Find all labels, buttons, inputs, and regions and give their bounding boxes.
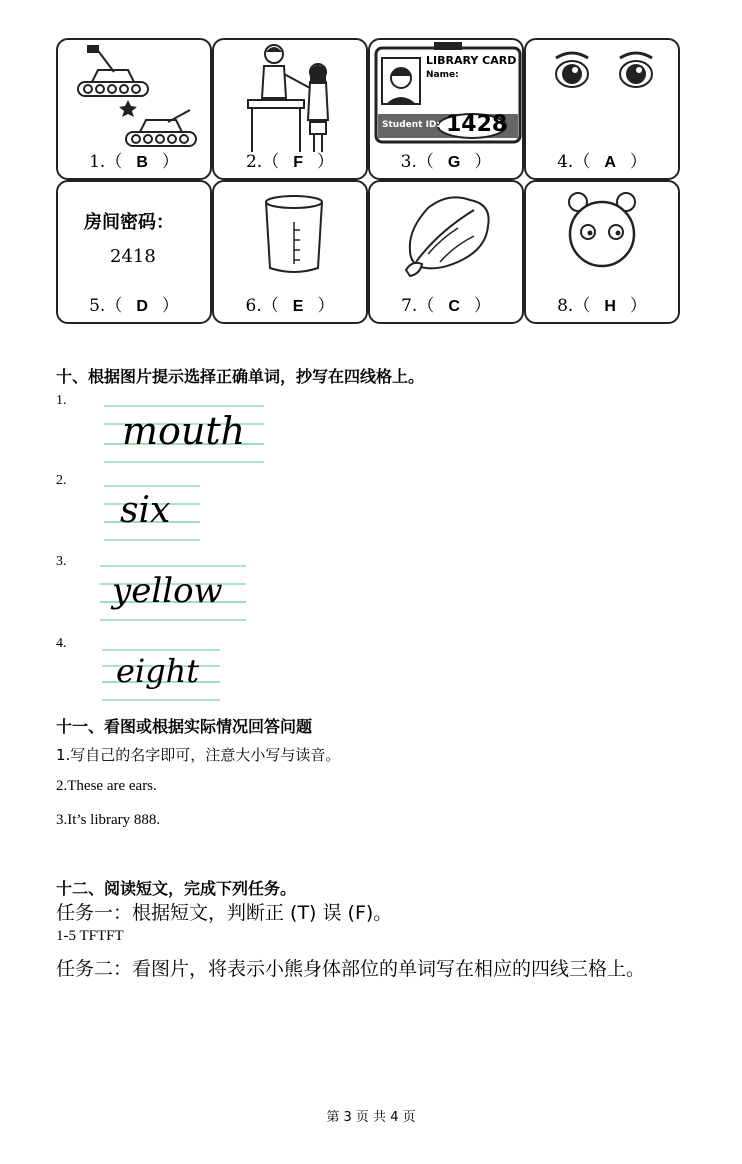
picture-cell-1 xyxy=(56,38,212,180)
four-line-grid-2 xyxy=(104,482,200,544)
section-12-title: 十二、阅读短文，完成下列任务。 xyxy=(56,879,297,898)
picture-cell-5 xyxy=(56,180,212,324)
answer-2: F xyxy=(293,154,303,171)
room-password-label: 房间密码： xyxy=(84,212,174,233)
answer-6: E xyxy=(292,298,304,315)
section-11-title: 十一、看图或根据实际情况回答问题 xyxy=(56,717,313,736)
handwritten-word-2: six xyxy=(120,490,171,531)
item-number-1: 1. xyxy=(56,393,67,408)
section-11-answer-1: 1.写自己的名字即可，注意大小写与读音。 xyxy=(56,746,341,764)
answer-4: A xyxy=(604,154,616,171)
section-11-answer-3: 3.It’s library 888. xyxy=(56,812,161,828)
item-caption-3: 3.（ G ） xyxy=(400,152,492,172)
item-number-3: 3. xyxy=(56,554,67,569)
room-password-value: 2418 xyxy=(110,246,156,267)
answer-1: B xyxy=(136,154,148,171)
picture-cell-6 xyxy=(212,180,368,324)
picture-cell-8 xyxy=(524,180,680,324)
item-caption-4: 4.（ A ） xyxy=(557,152,647,172)
task-1-answer: 1-5 TFTFT xyxy=(56,928,124,944)
library-card-id-value: 1428 xyxy=(446,112,508,137)
item-caption-2: 2.（ F ） xyxy=(245,152,334,172)
picture-cell-7 xyxy=(368,180,524,324)
section-11-answer-2: 2.These are ears. xyxy=(56,778,157,794)
picture-cell-2 xyxy=(212,38,368,180)
item-number-2: 2. xyxy=(56,473,67,488)
item-caption-8: 8.（ H ） xyxy=(557,296,647,316)
answer-8: H xyxy=(604,298,616,315)
handwritten-word-3: yellow xyxy=(112,571,223,611)
four-line-grid-1 xyxy=(104,402,264,466)
section-10-title: 十、根据图片提示选择正确单词，抄写在四线格上。 xyxy=(56,367,425,386)
library-card-title: LIBRARY CARD xyxy=(426,54,517,67)
library-card-id-label: Student ID: xyxy=(382,120,440,130)
picture-matching-grid xyxy=(56,38,680,324)
picture-cell-3 xyxy=(368,38,524,180)
item-caption-1: 1.（ B ） xyxy=(89,152,179,172)
task-1-instruction: 任务一：根据短文，判断正 (T) 误 (F)。 xyxy=(56,902,393,924)
item-caption-5: 5.（ D ） xyxy=(89,296,179,316)
item-caption-6: 6.（ E ） xyxy=(245,296,335,316)
four-line-grid-3 xyxy=(100,562,246,624)
item-number-4: 4. xyxy=(56,636,67,651)
handwritten-word-1: mouth xyxy=(122,409,246,453)
picture-cell-4 xyxy=(524,38,680,180)
page-footer: 第 3 页 共 4 页 xyxy=(326,1110,416,1125)
handwritten-word-4: eight xyxy=(116,652,200,690)
library-card-name-label: Name: xyxy=(426,70,459,80)
item-caption-7: 7.（ C ） xyxy=(401,296,491,316)
answer-5: D xyxy=(136,298,148,315)
answer-7: C xyxy=(448,298,460,315)
task-2-instruction: 任务二：看图片，将表示小熊身体部位的单词写在相应的四线三格上。 xyxy=(56,958,646,980)
answer-3: G xyxy=(447,154,461,171)
four-line-grid-4 xyxy=(102,646,220,704)
